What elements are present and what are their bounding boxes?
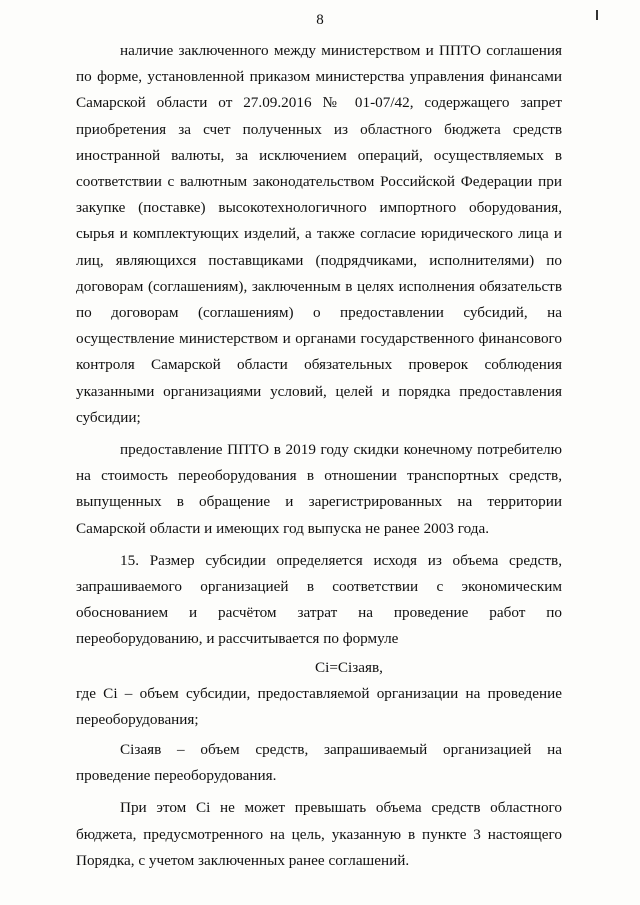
definition-ci: где Ci – объем субсидии, предоставляемой организации на проведение переоборудования; bbox=[76, 684, 562, 728]
subsidy-formula: Ci=Сiзаяв, bbox=[315, 658, 383, 676]
page-number: 8 bbox=[316, 12, 324, 28]
paragraph-discount-condition: предоставление ППТО в 2019 году скидки конечному потребителю на стоимость переоборудования в отношении транспортных средств, выпущенных в обращение и зарегистрированных на территории Самарской области и имеющих год выпуска не ранее 2003 года. bbox=[76, 441, 562, 537]
document-body bbox=[76, 38, 562, 874]
definition-ci-requested: Сiзаяв – объем средств, запрашиваемый организацией на проведение переоборудования. bbox=[76, 741, 562, 785]
scan-mark bbox=[596, 10, 598, 20]
paragraph-subsidy-size: 15. Размер субсидии определяется исходя из объема средств, запрашиваемого организацией в соответствии с экономическим обоснованием и расчётом затрат на проведение работ по переоборудованию, и рассчитывается по формуле bbox=[76, 551, 562, 648]
paragraph-agreement-condition: наличие заключенного между министерством и ППТО соглашения по форме, установленной приказом министерства управления финансами Самарской области от 27.09.2016 № 01-07/42, содержащего запрет приобретения за счет полученных из областного бюджета средств иностранной валюты, за исключением операций, осуществляемых в соответствии с валютным законодательством Российской Федерации при закупке (поставке) высокотехнологичного импортного оборудования, сырья и комплектующих изделий, а также согласие юридического лица и лиц, являющихся поставщиками (подрядчиками, исполнителями) по договорам (соглашениям), заключенным в целях исполнения обязательств по договорам (соглашениям) о предоставлении субсидий, на осуществление министерством и органами государственного финансового контроля Самарской области обязательных проверок соблюдения указанными организациями условий, целей и порядка предоставления субсидии; bbox=[76, 42, 562, 426]
paragraph-subsidy-limit: При этом Ci не может превышать объема средств областного бюджета, предусмотренного на цель, указанную в пункте 3 настоящего Порядка, с учетом заключенных ранее соглашений. bbox=[76, 799, 562, 869]
